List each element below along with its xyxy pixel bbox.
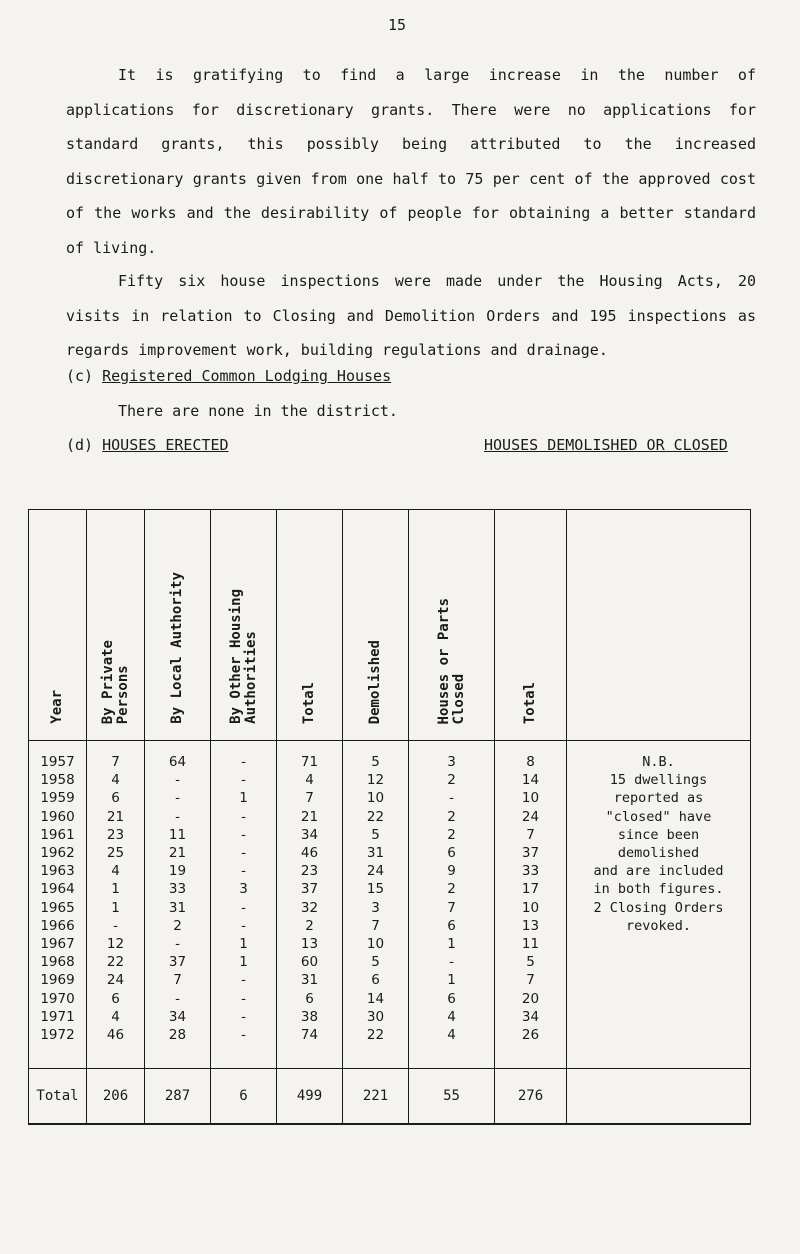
cell-closed: 4	[409, 1026, 495, 1069]
cell-closed: 2	[409, 771, 495, 789]
cell-local-authority: 64	[145, 741, 211, 772]
cell-demolished-closed-total: 5	[495, 953, 567, 971]
header-demolished: Demolished	[343, 510, 409, 741]
section-c-title: Registered Common Lodging Houses	[102, 367, 392, 385]
cell-other-authorities: 1	[211, 953, 277, 971]
cell-year: 1959	[29, 789, 87, 807]
note-line: 15 dwellings	[609, 772, 708, 789]
cell-demolished: 10	[343, 789, 409, 807]
cell-erected-total: 46	[277, 844, 343, 862]
cell-other-authorities: -	[211, 899, 277, 917]
cell-year: 1969	[29, 971, 87, 989]
cell-demolished-closed-total: 13	[495, 917, 567, 935]
cell-erected-total: 34	[277, 826, 343, 844]
note-line: and are included	[593, 863, 724, 880]
cell-year: 1957	[29, 741, 87, 772]
paragraph-text: Fifty six house inspections were made under the Housing Acts, 20 visits in relation to Closing and Demolition Orders and 195 inspections as regards improvement work, building regulations and drainage.	[66, 272, 756, 359]
paragraph-text: It is gratifying to find a large increase in the number of applications for discretionary grants. There were no applications for standard grants, this possibly being attributed to the increased discretionary grants given from one half to 75 per cent of the approved cost of the works and the desirability of people for obtaining a better standard of living.	[66, 66, 756, 257]
note-line: revoked.	[625, 917, 692, 934]
cell-other-authorities: -	[211, 990, 277, 1008]
cell-other-authorities: -	[211, 808, 277, 826]
cell-local-authority: -	[145, 771, 211, 789]
section-c-text: There are none in the district.	[118, 402, 398, 420]
total-other-authorities: 6	[211, 1069, 277, 1125]
cell-other-authorities: 3	[211, 880, 277, 898]
cell-private-persons: 25	[87, 844, 145, 862]
note-line: demolished	[617, 845, 700, 862]
cell-local-authority: -	[145, 789, 211, 807]
cell-erected-total: 13	[277, 935, 343, 953]
cell-demolished-closed-total: 11	[495, 935, 567, 953]
total-closed: 55	[409, 1069, 495, 1125]
cell-demolished-closed-total: 7	[495, 826, 567, 844]
cell-demolished: 5	[343, 953, 409, 971]
cell-closed: -	[409, 953, 495, 971]
cell-private-persons: 24	[87, 971, 145, 989]
note-line: reported as	[613, 790, 704, 807]
cell-local-authority: 28	[145, 1026, 211, 1069]
cell-closed: 2	[409, 826, 495, 844]
cell-demolished-closed-total: 10	[495, 899, 567, 917]
cell-erected-total: 37	[277, 880, 343, 898]
cell-erected-total: 31	[277, 971, 343, 989]
cell-demolished: 5	[343, 741, 409, 772]
cell-closed: 1	[409, 971, 495, 989]
cell-local-authority: 31	[145, 899, 211, 917]
cell-erected-total: 60	[277, 953, 343, 971]
cell-year: 1958	[29, 771, 87, 789]
note-line: since been	[617, 826, 700, 843]
cell-closed: 6	[409, 917, 495, 935]
cell-local-authority: 2	[145, 917, 211, 935]
cell-demolished: 15	[343, 880, 409, 898]
cell-private-persons: 4	[87, 771, 145, 789]
cell-local-authority: 21	[145, 844, 211, 862]
cell-private-persons: 22	[87, 953, 145, 971]
cell-other-authorities: -	[211, 917, 277, 935]
cell-closed: 1	[409, 935, 495, 953]
cell-demolished: 6	[343, 971, 409, 989]
cell-erected-total: 71	[277, 741, 343, 772]
cell-private-persons: -	[87, 917, 145, 935]
cell-erected-total: 21	[277, 808, 343, 826]
cell-demolished: 22	[343, 1026, 409, 1069]
cell-year: 1970	[29, 990, 87, 1008]
header-private-persons: By Private Persons	[87, 510, 145, 741]
total-demolished-closed: 276	[495, 1069, 567, 1125]
cell-private-persons: 46	[87, 1026, 145, 1069]
section-c-label: (c)	[66, 367, 94, 385]
totals-label: Total	[29, 1069, 87, 1125]
totals-row	[29, 1069, 751, 1125]
cell-year: 1972	[29, 1026, 87, 1069]
table-header-row	[29, 510, 751, 741]
cell-local-authority: 7	[145, 971, 211, 989]
cell-local-authority: 34	[145, 1008, 211, 1026]
section-c-heading	[66, 367, 391, 385]
cell-closed: 3	[409, 741, 495, 772]
housing-table	[28, 509, 751, 1125]
note-line: in both figures.	[593, 881, 724, 898]
cell-year: 1965	[29, 899, 87, 917]
cell-year: 1968	[29, 953, 87, 971]
discretionary-grants-paragraph	[66, 58, 756, 265]
cell-erected-total: 38	[277, 1008, 343, 1026]
cell-other-authorities: -	[211, 844, 277, 862]
cell-private-persons: 21	[87, 808, 145, 826]
cell-closed: -	[409, 789, 495, 807]
cell-private-persons: 1	[87, 880, 145, 898]
header-notes	[567, 510, 751, 741]
total-private: 206	[87, 1069, 145, 1125]
total-local-authority: 287	[145, 1069, 211, 1125]
cell-demolished: 30	[343, 1008, 409, 1026]
cell-private-persons: 12	[87, 935, 145, 953]
cell-other-authorities: -	[211, 771, 277, 789]
cell-local-authority: 33	[145, 880, 211, 898]
cell-year: 1960	[29, 808, 87, 826]
note-line: "closed" have	[605, 808, 712, 825]
cell-closed: 6	[409, 990, 495, 1008]
cell-other-authorities: 1	[211, 935, 277, 953]
cell-closed: 9	[409, 862, 495, 880]
table-row	[29, 741, 751, 772]
cell-demolished-closed-total: 10	[495, 789, 567, 807]
section-d-heading-left	[66, 436, 229, 454]
cell-year: 1964	[29, 880, 87, 898]
cell-other-authorities: -	[211, 741, 277, 772]
cell-demolished: 5	[343, 826, 409, 844]
cell-private-persons: 1	[87, 899, 145, 917]
cell-year: 1963	[29, 862, 87, 880]
cell-local-authority: 19	[145, 862, 211, 880]
cell-local-authority: 37	[145, 953, 211, 971]
cell-demolished-closed-total: 34	[495, 1008, 567, 1026]
header-houses-closed: Houses or Parts Closed	[409, 510, 495, 741]
cell-private-persons: 4	[87, 862, 145, 880]
totals-note-cell	[567, 1069, 751, 1125]
note-cell	[567, 741, 751, 1069]
cell-demolished: 12	[343, 771, 409, 789]
note-line: 2 Closing Orders	[593, 899, 724, 916]
inspections-paragraph	[66, 264, 756, 368]
cell-local-authority: -	[145, 990, 211, 1008]
cell-demolished-closed-total: 17	[495, 880, 567, 898]
cell-other-authorities: -	[211, 971, 277, 989]
page-number: 15	[388, 16, 407, 34]
cell-erected-total: 7	[277, 789, 343, 807]
header-demolished-total: Total	[495, 510, 567, 741]
cell-demolished: 3	[343, 899, 409, 917]
cell-local-authority: -	[145, 808, 211, 826]
cell-private-persons: 4	[87, 1008, 145, 1026]
cell-private-persons: 6	[87, 789, 145, 807]
section-d-label: (d)	[66, 436, 94, 454]
cell-erected-total: 74	[277, 1026, 343, 1069]
cell-demolished-closed-total: 20	[495, 990, 567, 1008]
cell-other-authorities: -	[211, 1026, 277, 1069]
header-year: Year	[29, 510, 87, 741]
cell-year: 1962	[29, 844, 87, 862]
table-body	[29, 741, 751, 1069]
cell-year: 1966	[29, 917, 87, 935]
cell-year: 1961	[29, 826, 87, 844]
cell-demolished-closed-total: 8	[495, 741, 567, 772]
cell-demolished-closed-total: 33	[495, 862, 567, 880]
cell-demolished-closed-total: 24	[495, 808, 567, 826]
header-other-housing-authorities: By Other Housing Authorities	[211, 510, 277, 741]
cell-demolished-closed-total: 26	[495, 1026, 567, 1069]
cell-private-persons: 23	[87, 826, 145, 844]
cell-year: 1967	[29, 935, 87, 953]
cell-other-authorities: -	[211, 862, 277, 880]
cell-demolished: 10	[343, 935, 409, 953]
cell-demolished-closed-total: 7	[495, 971, 567, 989]
cell-local-authority: 11	[145, 826, 211, 844]
cell-demolished: 31	[343, 844, 409, 862]
cell-private-persons: 7	[87, 741, 145, 772]
cell-closed: 6	[409, 844, 495, 862]
cell-demolished-closed-total: 37	[495, 844, 567, 862]
note-line: N.B.	[642, 754, 675, 770]
cell-closed: 7	[409, 899, 495, 917]
cell-demolished: 24	[343, 862, 409, 880]
cell-erected-total: 23	[277, 862, 343, 880]
cell-closed: 4	[409, 1008, 495, 1026]
total-erected: 499	[277, 1069, 343, 1125]
cell-closed: 2	[409, 808, 495, 826]
cell-erected-total: 6	[277, 990, 343, 1008]
cell-private-persons: 6	[87, 990, 145, 1008]
cell-demolished: 22	[343, 808, 409, 826]
header-erected-total: Total	[277, 510, 343, 741]
cell-erected-total: 32	[277, 899, 343, 917]
cell-erected-total: 4	[277, 771, 343, 789]
cell-demolished: 14	[343, 990, 409, 1008]
cell-other-authorities: -	[211, 826, 277, 844]
cell-closed: 2	[409, 880, 495, 898]
houses-demolished-title: HOUSES DEMOLISHED OR CLOSED	[484, 436, 728, 454]
cell-year: 1971	[29, 1008, 87, 1026]
cell-local-authority: -	[145, 935, 211, 953]
cell-erected-total: 2	[277, 917, 343, 935]
header-local-authority: By Local Authority	[145, 510, 211, 741]
cell-demolished-closed-total: 14	[495, 771, 567, 789]
cell-other-authorities: 1	[211, 789, 277, 807]
cell-other-authorities: -	[211, 1008, 277, 1026]
houses-erected-title: HOUSES ERECTED	[102, 436, 229, 454]
total-demolished: 221	[343, 1069, 409, 1125]
cell-demolished: 7	[343, 917, 409, 935]
